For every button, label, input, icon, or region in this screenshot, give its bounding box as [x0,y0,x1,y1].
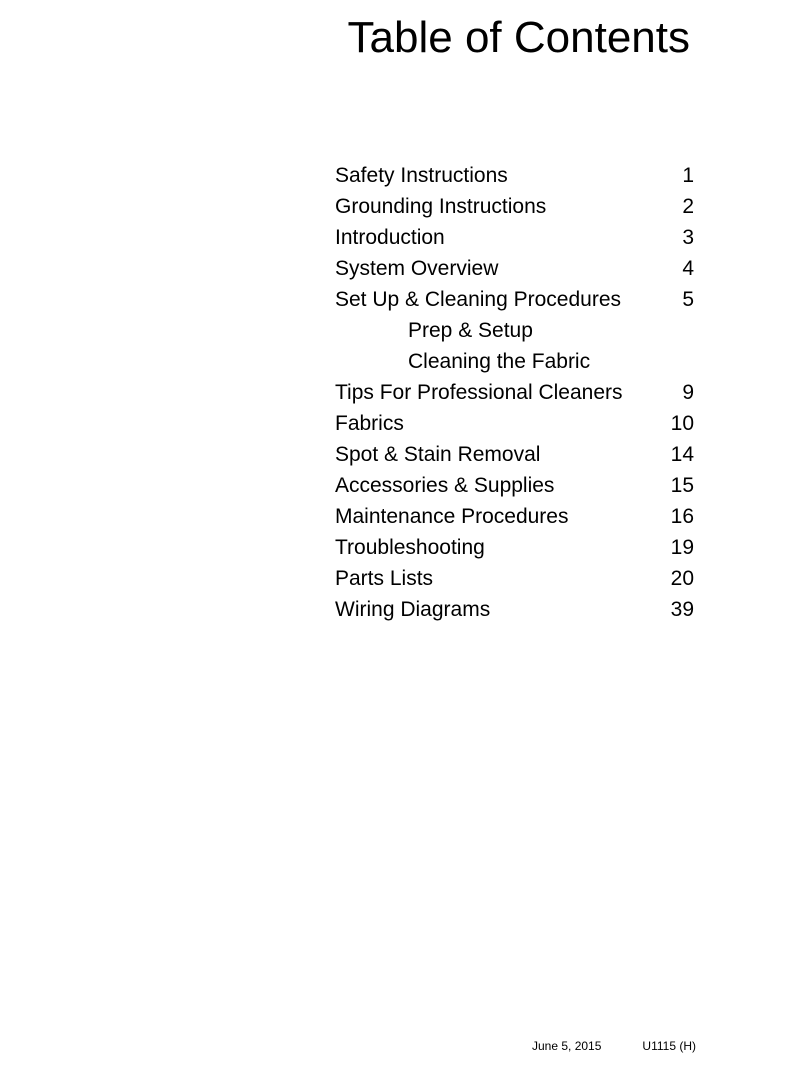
footer-date: June 5, 2015 [532,1039,602,1053]
toc-subentry[interactable] [335,346,694,377]
toc-entry[interactable] [335,470,694,501]
toc-entry-page: 1 [682,164,694,187]
toc-entry-label: Maintenance Procedures [335,505,569,528]
toc-entry-label: Introduction [335,226,445,249]
toc-entry-page: 20 [670,567,694,590]
toc-entry-page: 14 [670,443,694,466]
toc-entry[interactable] [335,191,694,222]
page-title: Table of Contents [347,13,690,62]
toc-subentry[interactable] [335,315,694,346]
toc-entry-page: 15 [670,474,694,497]
toc-entry[interactable] [335,253,694,284]
toc-entry-label: Parts Lists [335,567,434,590]
toc-entry-page: 9 [682,381,694,404]
toc-entry-page: 19 [670,536,694,559]
toc-entry-page: 3 [682,226,694,249]
toc-entry[interactable] [335,284,694,315]
toc-entry-label: Troubleshooting [335,536,485,559]
toc-subentry-label: Cleaning the Fabric [408,350,591,373]
footer-doc-code: U1115 (H) [642,1039,696,1053]
toc-entry[interactable] [335,501,694,532]
toc-entry-page: 10 [670,412,694,435]
page-footer [532,1039,696,1053]
table-of-contents [335,160,694,625]
toc-entry[interactable] [335,408,694,439]
toc-entry-label: Fabrics [335,412,404,435]
toc-entry-label: Wiring Diagrams [335,598,491,621]
toc-entry[interactable] [335,532,694,563]
toc-entry[interactable] [335,594,694,625]
toc-entry-label: Accessories & Supplies [335,474,555,497]
toc-entry-page: 16 [670,505,694,528]
toc-entry[interactable] [335,222,694,253]
toc-entry-page: 5 [682,288,694,311]
toc-entry-label: Safety Instructions [335,164,508,187]
toc-entry-page: 39 [670,598,694,621]
toc-entry[interactable] [335,160,694,191]
toc-subentry-label: Prep & Setup [408,319,533,342]
toc-entry-label: Grounding Instructions [335,195,547,218]
toc-entry-label: System Overview [335,257,499,280]
toc-entry[interactable] [335,439,694,470]
toc-entry-label: Tips For Professional Cleaners [335,381,623,404]
toc-entry-page: 4 [682,257,694,280]
toc-entry-label: Spot & Stain Removal [335,443,541,466]
toc-entry-label: Set Up & Cleaning Procedures [335,288,621,311]
toc-entry[interactable] [335,563,694,594]
toc-entry-page: 2 [682,195,694,218]
toc-entry[interactable] [335,377,694,408]
